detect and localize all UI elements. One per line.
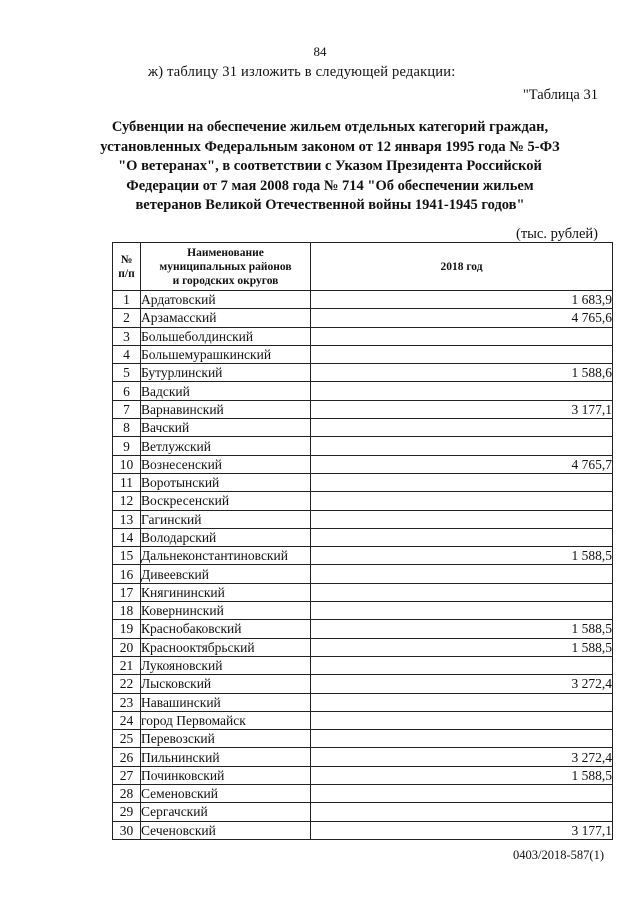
- subvention-value: 4 765,7: [311, 455, 613, 473]
- header-name-line: и городских округов: [172, 274, 279, 287]
- district-name: Варнавинский: [141, 400, 311, 418]
- row-number: 1: [113, 291, 141, 309]
- subvention-value: [311, 510, 613, 528]
- district-name: Воротынский: [141, 473, 311, 491]
- subventions-table: [112, 242, 613, 840]
- header-name-line: муниципальных районов: [159, 260, 292, 273]
- table-row: [113, 309, 613, 327]
- district-name: Арзамасский: [141, 309, 311, 327]
- table-row: [113, 364, 613, 382]
- table-row: [113, 291, 613, 309]
- district-name: Краснобаковский: [141, 620, 311, 638]
- table-row: [113, 730, 613, 748]
- table-row: [113, 345, 613, 363]
- row-number: 19: [113, 620, 141, 638]
- subvention-value: 1 588,5: [311, 620, 613, 638]
- table-row: [113, 492, 613, 510]
- subvention-value: 4 765,6: [311, 309, 613, 327]
- table-row: [113, 327, 613, 345]
- subvention-value: 3 177,1: [311, 821, 613, 839]
- row-number: 18: [113, 602, 141, 620]
- table-row: [113, 400, 613, 418]
- subvention-value: [311, 473, 613, 491]
- subvention-value: [311, 565, 613, 583]
- title-line: Субвенции на обеспечение жильем отдельных категорий граждан,: [111, 119, 549, 135]
- table-row: [113, 547, 613, 565]
- row-number: 25: [113, 730, 141, 748]
- title-line: ветеранов Великой Отечественной войны 1941-1945 годов": [135, 197, 525, 213]
- table-row: [113, 803, 613, 821]
- district-name: Починковский: [141, 766, 311, 784]
- district-name: Большеболдинский: [141, 327, 311, 345]
- district-name: Лысковский: [141, 675, 311, 693]
- district-name: Сеченовский: [141, 821, 311, 839]
- district-name: Перевозский: [141, 730, 311, 748]
- subvention-value: [311, 382, 613, 400]
- subvention-value: [311, 803, 613, 821]
- district-name: Вачский: [141, 419, 311, 437]
- row-number: 9: [113, 437, 141, 455]
- table-row: [113, 583, 613, 601]
- subvention-value: [311, 785, 613, 803]
- subvention-value: [311, 492, 613, 510]
- district-name: Бутурлинский: [141, 364, 311, 382]
- row-number: 28: [113, 785, 141, 803]
- header-number-abbr: п/п: [118, 267, 135, 280]
- row-number: 12: [113, 492, 141, 510]
- title-line: "О ветеранах", в соответствии с Указом Президента Российской: [118, 158, 542, 174]
- row-number: 24: [113, 711, 141, 729]
- subvention-value: 1 588,5: [311, 766, 613, 784]
- title-line: Федерации от 7 мая 2008 года № 714 "Об обеспечении жильем: [126, 177, 534, 194]
- row-number: 13: [113, 510, 141, 528]
- header-number-sign: №: [120, 253, 133, 266]
- row-number: 5: [113, 364, 141, 382]
- subvention-value: 1 588,6: [311, 364, 613, 382]
- row-number: 20: [113, 638, 141, 656]
- district-name: Вадский: [141, 382, 311, 400]
- subvention-value: 1 588,5: [311, 547, 613, 565]
- document-title: [100, 118, 560, 216]
- table-row: [113, 510, 613, 528]
- district-name: Семеновский: [141, 785, 311, 803]
- row-number: 26: [113, 748, 141, 766]
- row-number: 17: [113, 583, 141, 601]
- district-name: Володарский: [141, 528, 311, 546]
- table-row: [113, 620, 613, 638]
- subvention-value: [311, 693, 613, 711]
- subvention-value: 3 272,4: [311, 748, 613, 766]
- district-name: Краснооктябрьский: [141, 638, 311, 656]
- row-number: 10: [113, 455, 141, 473]
- district-name: Дальнеконстантиновский: [141, 547, 311, 565]
- row-number: 7: [113, 400, 141, 418]
- table-row: [113, 528, 613, 546]
- table-row: [113, 473, 613, 491]
- table-row: [113, 382, 613, 400]
- district-name: Лукояновский: [141, 656, 311, 674]
- row-number: 21: [113, 656, 141, 674]
- subvention-value: [311, 656, 613, 674]
- subvention-value: [311, 711, 613, 729]
- district-name: Вознесенский: [141, 455, 311, 473]
- header-number: [113, 243, 141, 291]
- subvention-value: [311, 327, 613, 345]
- table-row: [113, 419, 613, 437]
- subvention-value: 1 588,5: [311, 638, 613, 656]
- table-row: [113, 766, 613, 784]
- district-name: Ковернинский: [141, 602, 311, 620]
- subvention-value: [311, 583, 613, 601]
- unit-label: (тыс. рублей): [516, 226, 598, 242]
- row-number: 16: [113, 565, 141, 583]
- row-number: 14: [113, 528, 141, 546]
- document-code: 0403/2018-587(1): [513, 848, 604, 862]
- subvention-value: 3 272,4: [311, 675, 613, 693]
- header-name-line: Наименование: [187, 246, 264, 259]
- table-row: [113, 785, 613, 803]
- subvention-value: [311, 602, 613, 620]
- district-name: Ветлужский: [141, 437, 311, 455]
- subvention-value: [311, 419, 613, 437]
- table-row: [113, 437, 613, 455]
- district-name: Большемурашкинский: [141, 345, 311, 363]
- table-row: [113, 693, 613, 711]
- table-label: "Таблица 31: [522, 87, 598, 103]
- table-row: [113, 748, 613, 766]
- table-row: [113, 455, 613, 473]
- row-number: 29: [113, 803, 141, 821]
- district-name: Княгининский: [141, 583, 311, 601]
- table-row: [113, 656, 613, 674]
- row-number: 30: [113, 821, 141, 839]
- table-row: [113, 821, 613, 839]
- subvention-value: [311, 437, 613, 455]
- header-year: 2018 год: [311, 243, 613, 291]
- subvention-value: [311, 345, 613, 363]
- subvention-value: [311, 730, 613, 748]
- row-number: 15: [113, 547, 141, 565]
- header-name: [141, 243, 311, 291]
- row-number: 4: [113, 345, 141, 363]
- row-number: 8: [113, 419, 141, 437]
- row-number: 3: [113, 327, 141, 345]
- row-number: 23: [113, 693, 141, 711]
- district-name: Воскресенский: [141, 492, 311, 510]
- subvention-value: 3 177,1: [311, 400, 613, 418]
- title-line: установленных Федеральным законом от 12 января 1995 года № 5-ФЗ: [100, 138, 560, 155]
- row-number: 11: [113, 473, 141, 491]
- table-row: [113, 638, 613, 656]
- row-number: 27: [113, 766, 141, 784]
- subvention-value: [311, 528, 613, 546]
- table-row: [113, 565, 613, 583]
- district-name: Гагинский: [141, 510, 311, 528]
- district-name: город Первомайск: [141, 711, 311, 729]
- district-name: Сергачский: [141, 803, 311, 821]
- district-name: Пильнинский: [141, 748, 311, 766]
- row-number: 2: [113, 309, 141, 327]
- page-number: 84: [313, 44, 327, 59]
- district-name: Навашинский: [141, 693, 311, 711]
- row-number: 22: [113, 675, 141, 693]
- subvention-value: 1 683,9: [311, 291, 613, 309]
- table-row: [113, 711, 613, 729]
- instruction-text: ж) таблицу 31 изложить в следующей редакции:: [148, 64, 456, 80]
- district-name: Дивеевский: [141, 565, 311, 583]
- table-row: [113, 602, 613, 620]
- table-row: [113, 675, 613, 693]
- district-name: Ардатовский: [141, 291, 311, 309]
- row-number: 6: [113, 382, 141, 400]
- table-header-row: [113, 243, 613, 291]
